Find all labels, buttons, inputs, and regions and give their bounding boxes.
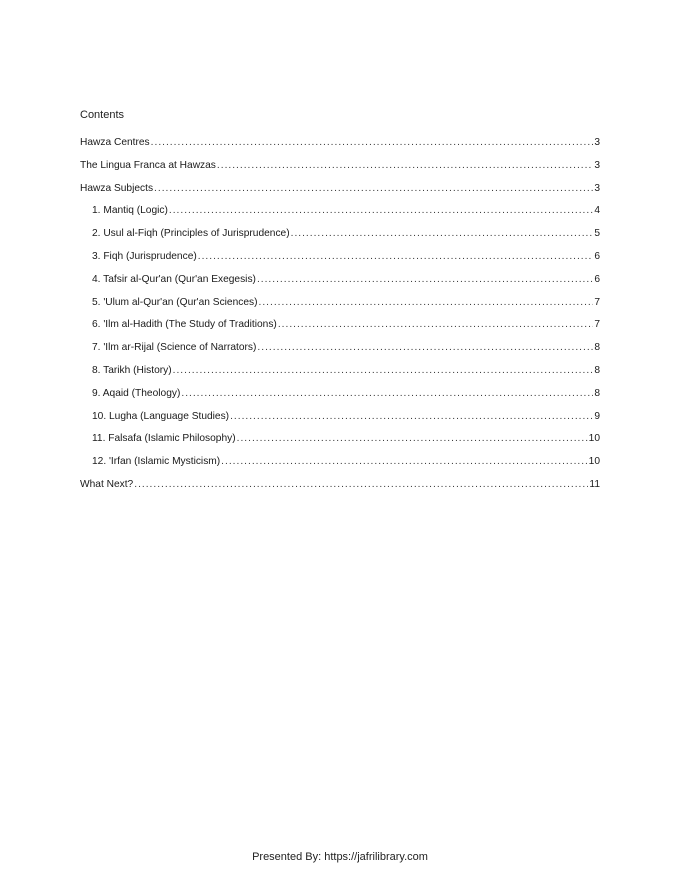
toc-entry[interactable] — [80, 388, 600, 411]
toc-dot-leader — [237, 433, 588, 444]
toc-entry-page[interactable]: 7 — [594, 319, 600, 331]
toc-entry-title[interactable]: 9. Aqaid (Theology) — [92, 387, 181, 399]
toc-entry-page[interactable]: 5 — [594, 228, 600, 240]
toc-entry-page[interactable]: 3 — [594, 159, 600, 171]
toc-entry-title[interactable]: What Next? — [80, 478, 134, 490]
toc-entry-title[interactable]: Hawza Centres — [80, 137, 150, 148]
toc-entry[interactable] — [80, 411, 600, 434]
toc-entry-title[interactable]: 3. Fiqh (Jurisprudence) — [92, 250, 197, 262]
toc-dot-leader — [221, 456, 587, 467]
toc-heading: Contents — [80, 109, 125, 121]
toc-dot-leader — [230, 411, 593, 422]
toc-entry[interactable] — [80, 297, 600, 320]
toc-entry-page[interactable]: 3 — [594, 182, 600, 194]
toc-entry-title[interactable]: 7. 'Ilm ar-Rijal (Science of Narrators) — [92, 342, 257, 354]
toc-entry-title[interactable]: 6. 'Ilm al-Hadith (The Study of Traditions) — [92, 319, 277, 331]
toc-entry-page[interactable]: 8 — [594, 342, 600, 354]
toc-dot-leader — [151, 137, 593, 148]
toc-entry[interactable] — [80, 479, 600, 502]
toc-entry[interactable] — [80, 456, 600, 479]
toc-entry-title[interactable]: 2. Usul al-Fiqh (Principles of Jurisprudence) — [92, 228, 290, 240]
toc-entry[interactable] — [80, 342, 600, 365]
toc-entry[interactable] — [80, 137, 600, 160]
toc-entry-title[interactable]: The Lingua Franca at Hawzas — [80, 159, 216, 171]
table-of-contents — [80, 137, 600, 502]
toc-entry[interactable] — [80, 205, 600, 228]
toc-entry-page[interactable]: 8 — [594, 387, 600, 399]
page-footer: Presented By: https://jafrilibrary.com — [252, 851, 428, 863]
toc-entry-page[interactable]: 7 — [594, 296, 600, 308]
toc-dot-leader — [181, 388, 593, 399]
toc-entry-page[interactable]: 6 — [594, 273, 600, 285]
toc-entry-page[interactable]: 8 — [594, 364, 600, 376]
toc-entry-title[interactable]: Hawza Subjects — [80, 182, 154, 194]
toc-dot-leader — [169, 205, 593, 216]
toc-dot-leader — [257, 274, 593, 285]
toc-entry-page[interactable]: 3 — [594, 137, 600, 148]
toc-dot-leader — [217, 160, 593, 171]
toc-entry-title[interactable]: 11. Falsafa (Islamic Philosophy) — [92, 433, 236, 445]
toc-entry-title[interactable]: 8. Tarikh (History) — [92, 364, 172, 376]
toc-entry[interactable] — [80, 251, 600, 274]
toc-entry-page[interactable]: 10 — [588, 456, 600, 468]
toc-entry-title[interactable]: 12. 'Irfan (Islamic Mysticism) — [92, 456, 221, 468]
toc-entry-page[interactable]: 10 — [588, 433, 600, 445]
toc-entry-page[interactable]: 4 — [594, 205, 600, 217]
toc-entry-title[interactable]: 4. Tafsir al-Qur'an (Qur'an Exegesis) — [92, 273, 256, 285]
toc-entry[interactable] — [80, 433, 600, 456]
toc-entry-page[interactable]: 9 — [594, 410, 600, 422]
toc-dot-leader — [257, 342, 593, 353]
toc-entry[interactable] — [80, 183, 600, 206]
toc-dot-leader — [154, 183, 593, 194]
toc-entry-title[interactable]: 10. Lugha (Language Studies) — [92, 410, 230, 422]
toc-entry[interactable] — [80, 365, 600, 388]
toc-dot-leader — [173, 365, 593, 376]
toc-entry[interactable] — [80, 319, 600, 342]
toc-dot-leader — [291, 228, 593, 239]
toc-entry[interactable] — [80, 228, 600, 251]
toc-dot-leader — [259, 297, 594, 308]
toc-entry-page[interactable]: 6 — [594, 250, 600, 262]
toc-entry[interactable] — [80, 160, 600, 183]
toc-entry-title[interactable]: 1. Mantiq (Logic) — [92, 205, 168, 217]
toc-entry-title[interactable]: 5. 'Ulum al-Qur'an (Qur'an Sciences) — [92, 296, 258, 308]
toc-entry[interactable] — [80, 274, 600, 297]
toc-dot-leader — [278, 319, 593, 330]
toc-dot-leader — [134, 479, 588, 490]
toc-dot-leader — [198, 251, 593, 262]
toc-entry-page[interactable]: 11 — [589, 478, 600, 490]
